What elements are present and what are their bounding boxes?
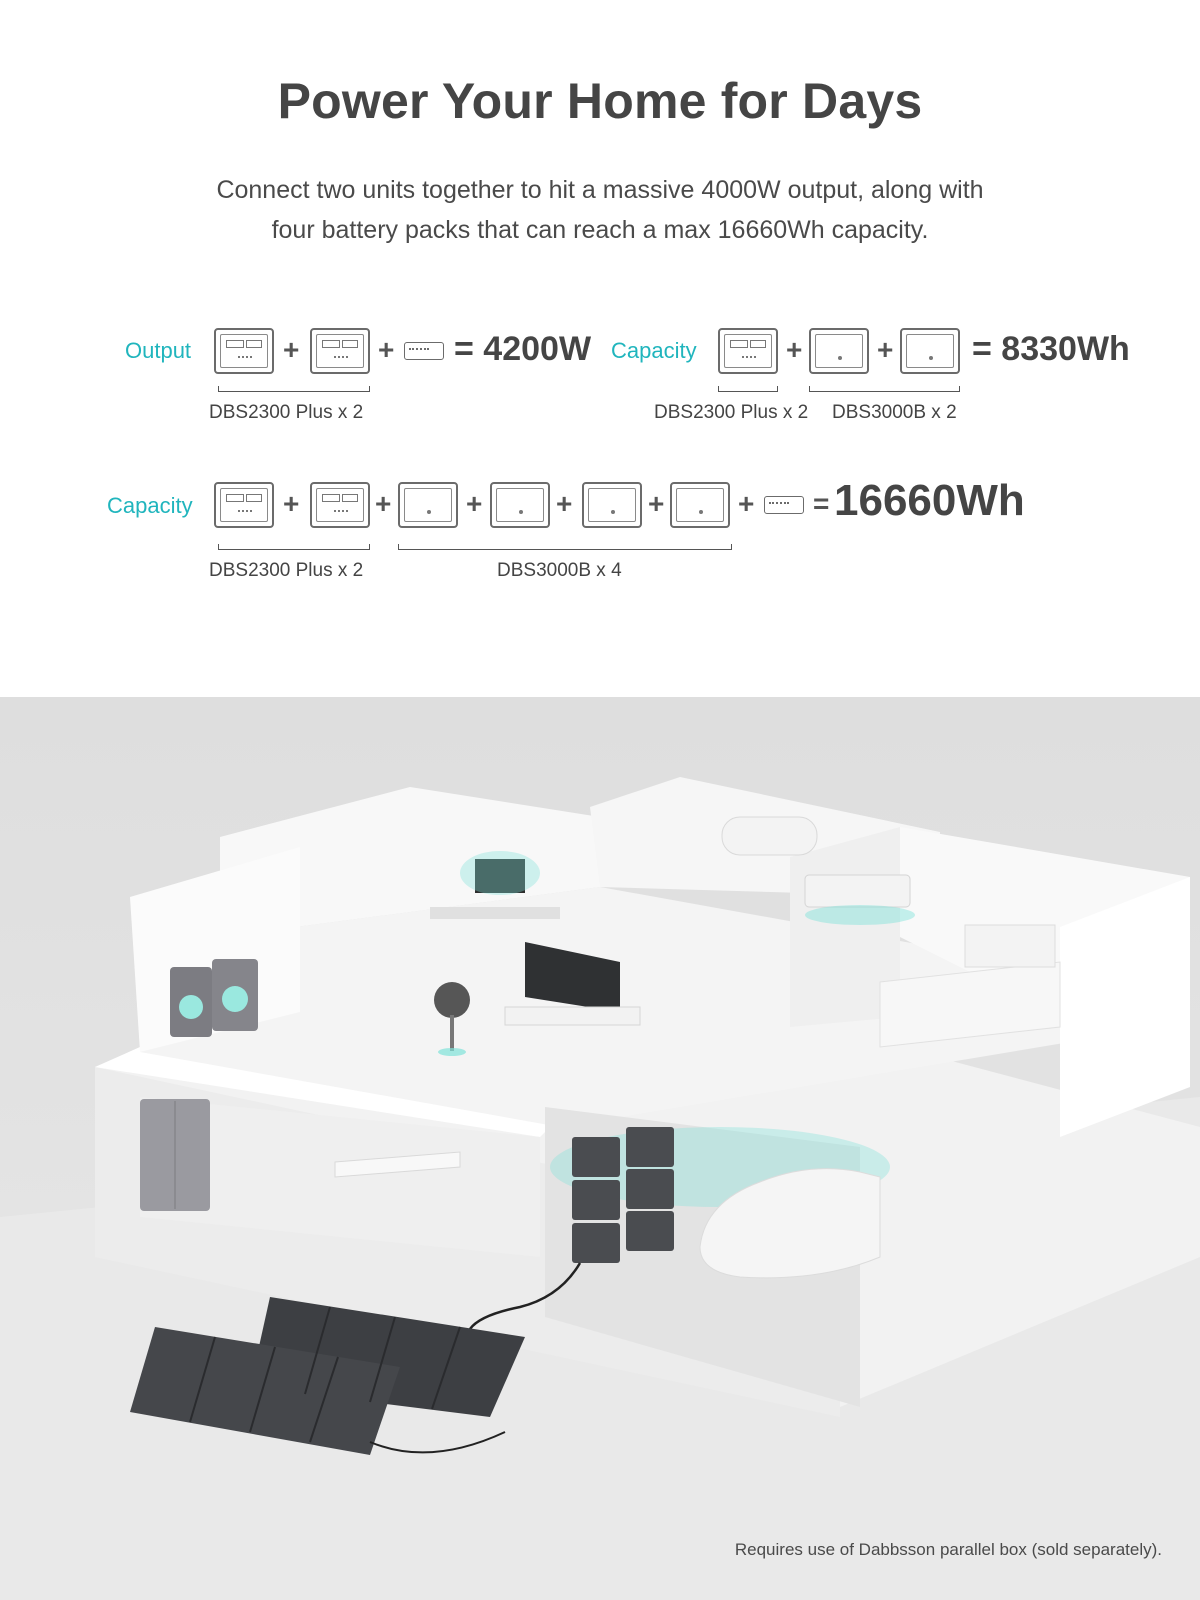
power-station-icon <box>310 328 370 374</box>
battery-pack-icon <box>809 328 869 374</box>
power-station-icon <box>310 482 370 528</box>
home-illustration <box>0 697 1200 1600</box>
units-brace <box>218 386 370 392</box>
plus-sign: + <box>877 334 894 365</box>
plus-sign: + <box>556 488 573 519</box>
output-formula <box>0 320 600 423</box>
parallel-box-icon <box>764 496 804 514</box>
output-result: = 4200W <box>454 330 592 368</box>
plus-sign: + <box>283 334 300 365</box>
power-station-icon <box>214 328 274 374</box>
battery-pack-icon <box>398 482 458 528</box>
battery-pack-icon <box>670 482 730 528</box>
plus-sign: + <box>738 488 755 519</box>
battery-pack-icon <box>582 482 642 528</box>
plus-sign: + <box>283 488 300 519</box>
capacity-large-result: 16660Wh <box>834 476 1025 525</box>
units-brace <box>218 544 370 550</box>
capacity-small-batteries-caption: DBS3000B x 2 <box>832 402 957 423</box>
power-station-icon <box>214 482 274 528</box>
capacity-small-result: = 8330Wh <box>972 330 1130 368</box>
batteries-brace <box>398 544 732 550</box>
capacity-large-units-caption: DBS2300 Plus x 2 <box>209 560 364 581</box>
capacity-small-label: Capacity <box>611 338 697 363</box>
output-units-caption: DBS2300 Plus x 2 <box>209 402 364 423</box>
plus-sign: + <box>375 488 392 519</box>
plus-sign: + <box>466 488 483 519</box>
parallel-box-icon <box>404 342 444 360</box>
power-station-icon <box>718 328 778 374</box>
capacity-large-formula <box>0 476 1200 581</box>
plus-sign: + <box>378 334 395 365</box>
parallel-box-footnote: Requires use of Dabbsson parallel box (sold separately). <box>734 1540 1162 1559</box>
page-title: Power Your Home for Days <box>277 73 923 129</box>
capacity-large-label: Capacity <box>107 493 193 518</box>
subtitle-line-1: Connect two units together to hit a massive 4000W output, along with <box>216 176 984 204</box>
subtitle-line-2: four battery packs that can reach a max 16660Wh capacity. <box>271 216 929 244</box>
capacity-small-formula <box>600 320 1200 423</box>
units-brace <box>718 386 778 392</box>
plus-sign: + <box>648 488 665 519</box>
battery-pack-icon <box>490 482 550 528</box>
page-subtitle <box>150 170 1050 250</box>
capacity-large-batteries-caption: DBS3000B x 4 <box>497 560 622 581</box>
equals-sign: = <box>813 488 830 519</box>
batteries-brace <box>809 386 960 392</box>
battery-pack-icon <box>900 328 960 374</box>
capacity-small-units-caption: DBS2300 Plus x 2 <box>654 402 809 423</box>
plus-sign: + <box>786 334 803 365</box>
output-label: Output <box>125 338 192 363</box>
house-cutaway-image <box>0 697 1200 1600</box>
